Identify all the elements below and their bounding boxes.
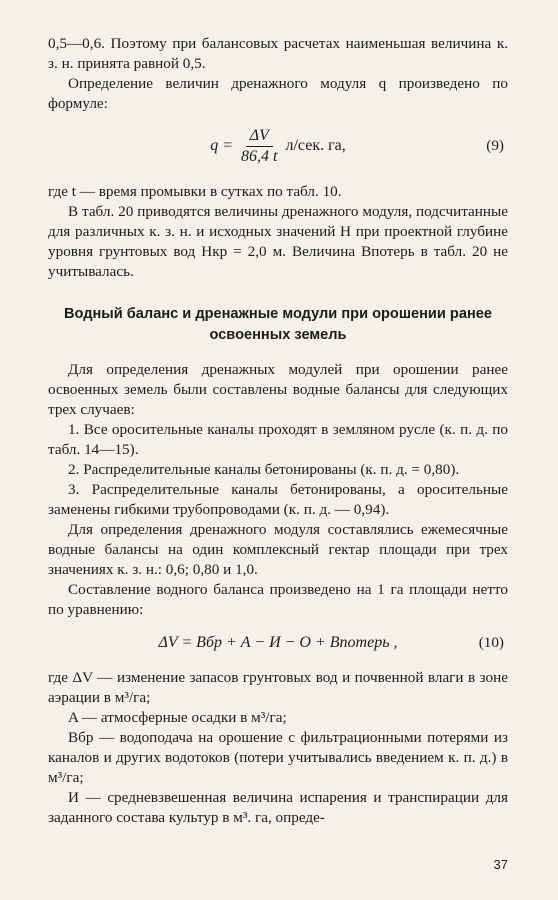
- paragraph-7: Составление водного баланса произведено на 1 га площади нетто по уравнению:: [48, 581, 508, 618]
- formula-9-lhs: q =: [210, 137, 234, 154]
- page-number: 37: [493, 857, 508, 872]
- paragraph-8: где ΔV — изменение запасов грунтовых вод и почвенной влаги в зоне аэрации в м³/га;: [48, 669, 508, 706]
- paragraph-1: 0,5—0,6. Поэтому при балансовых расчетах наименьшая величина к. з. н. принята равной 0,5.: [48, 35, 508, 72]
- formula-10-number: (10): [478, 634, 504, 651]
- paragraph-5: Для определения дренажных модулей при орошении ранее освоенных земель были составлены водные балансы для следующих трех случаев:: [48, 361, 508, 418]
- definition-a: A — атмосферные осадки в м³/га;: [68, 709, 287, 726]
- formula-9-fraction: [237, 127, 281, 166]
- formula-9-unit: л/сек. га,: [285, 137, 346, 154]
- formula-10: [48, 626, 508, 660]
- list-item-1: 1. Все оросительные каналы проходят в земляном русле (к. п. д. по табл. 14—15).: [48, 421, 508, 458]
- paragraph-3: где t — время промывки в сутках по табл. 10.: [48, 183, 342, 200]
- formula-9-numerator: ΔV: [246, 127, 273, 147]
- definition-b: Bбр — водоподача на орошение с фильтрационными потерями из каналов и других водотоков (потери учитывались введением к. п. д.) в м³/га;: [48, 729, 508, 786]
- paragraph-6: Для определения дренажного модуля составлялись ежемесячные водные балансы на один комплексный гектар площади при трех значениях к. з. н.: 0,6; 0,80 и 1,0.: [48, 521, 508, 578]
- list-item-2: 2. Распределительные каналы бетонированы (к. п. д. = 0,80).: [68, 461, 460, 478]
- formula-10-expression: ΔV = Bбр + A − И − O + Bпотерь ,: [158, 634, 398, 651]
- formula-9: [48, 120, 508, 172]
- list-item-3: 3. Распределительные каналы бетонированы, а оросительные заменены гибкими трубопроводами (к. п. д. — 0,94).: [48, 481, 508, 518]
- section-heading: Водный баланс и дренажные модули при орошении ранее освоенных земель: [63, 306, 493, 343]
- formula-9-denominator: 86,4 t: [241, 147, 278, 165]
- formula-9-number: (9): [486, 137, 504, 154]
- definition-i: И — средневзвешенная величина испарения и транспирации для заданного состава культур в м³. га, опреде-: [48, 789, 508, 826]
- paragraph-2: Определение величин дренажного модуля q произведено по формуле:: [48, 75, 508, 112]
- paragraph-4: В табл. 20 приводятся величины дренажного модуля, подсчитанные для различных к. з. н. и исходных значений H при проектной глубине уровня грунтовых вод Hкр = 2,0 м. Величина Bпотерь в табл. 20 не учитывалась.: [48, 203, 508, 280]
